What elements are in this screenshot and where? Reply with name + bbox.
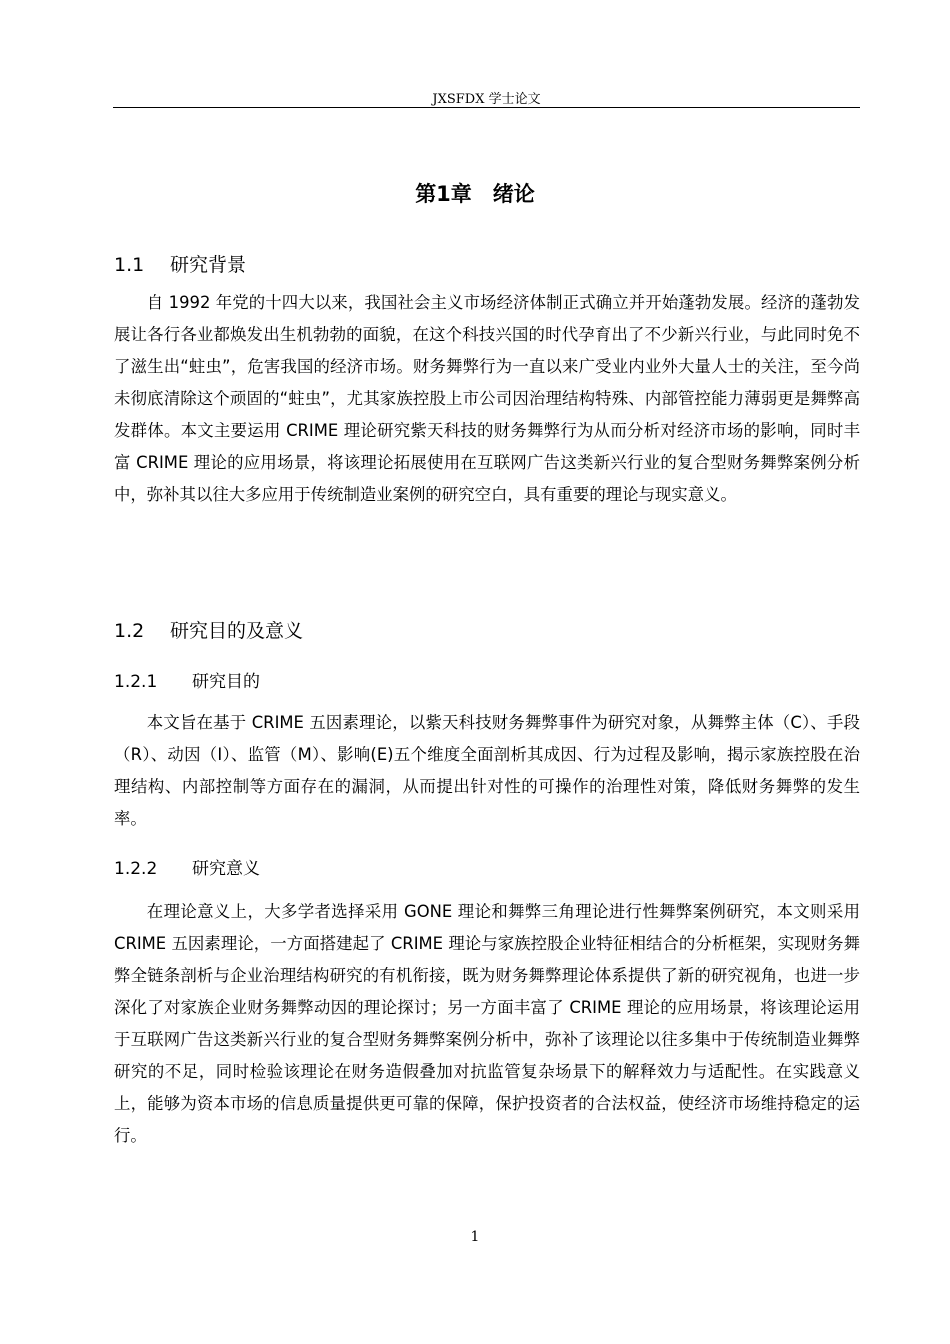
paragraph-purpose: 本文旨在基于 CRIME 五因素理论，以紫天科技财务舞弊事件为研究对象，从舞弊主体（C）、手段（R）、动因（I）、监管（M）、影响(E)五个维度全面剖析其成因、行为过程及影响，揭示家族控股在治理结构、内部控制等方面存在的漏洞，从而提出针对性的可操作的治理性对策，降低财务舞弊的发生率。 xyxy=(114,713,860,828)
section-heading-1-2 xyxy=(114,618,303,644)
subsection-number: 1.2.2 xyxy=(114,859,158,879)
page-number: 1 xyxy=(470,1229,480,1245)
paragraph-significance: 在理论意义上，大多学者选择采用 GONE 理论和舞弊三角理论进行性舞弊案例研究，本文则采用 CRIME 五因素理论，一方面搭建起了 CRIME 理论与家族控股企业特征相结合的分析框架，实现财务舞弊全链条剖析与企业治理结构研究的有机衔接，既为财务舞弊理论体系提供了新的研究视角，也进一步深化了对家族企业财务舞弊动因的理论探讨；另一方面丰富了 CRIME 理论的应用场景，将该理论运用于互联网广告这类新兴行业的复合型财务舞弊案例分析中，弥补了该理论以往多集中于传统制造业舞弊研究的不足，同时检验该理论在财务造假叠加对抗监管复杂场景下的解释效力与适配性。在实践意义上，能够为资本市场的信息质量提供更可靠的保障，保护投资者的合法权益，使经济市场维持稳定的运行。 xyxy=(114,902,860,1145)
subsection-title: 研究意义 xyxy=(192,859,260,879)
subsection-heading-1-2-1 xyxy=(114,670,260,694)
subsection-number: 1.2.1 xyxy=(114,672,158,692)
subsection-heading-1-2-2 xyxy=(114,857,260,881)
section-title: 研究背景 xyxy=(170,254,247,276)
section-number: 1.1 xyxy=(114,254,145,276)
section-heading-1-1 xyxy=(114,252,246,278)
paragraph-background: 自 1992 年党的十四大以来，我国社会主义市场经济体制正式确立并开始蓬勃发展。经济的蓬勃发展让各行各业都焕发出生机勃勃的面貌，在这个科技兴国的时代孕育出了不少新兴行业，与此同时免不了滋生出“蛀虫”，危害我国的经济市场。财务舞弊行为一直以来广受业内业外大量人士的关注，至今尚未彻底清除这个顽固的“蛀虫”，尤其家族控股上市公司因治理结构特殊、内部管控能力薄弱更是舞弊高发群体。本文主要运用 CRIME 理论研究紫天科技的财务舞弊行为从而分析对经济市场的影响，同时丰富 CRIME 理论的应用场景，将该理论拓展使用在互联网广告这类新兴行业的复合型财务舞弊案例分析中，弥补其以往大多应用于传统制造业案例的研究空白，具有重要的理论与现实意义。 xyxy=(114,293,860,504)
section-number: 1.2 xyxy=(114,620,145,642)
chapter-title: 第1章 绪论 xyxy=(415,182,535,206)
header-rule xyxy=(113,107,860,108)
running-header: JXSFDX 学士论文 xyxy=(432,92,541,107)
subsection-title: 研究目的 xyxy=(192,672,260,692)
section-title: 研究目的及意义 xyxy=(170,620,304,642)
